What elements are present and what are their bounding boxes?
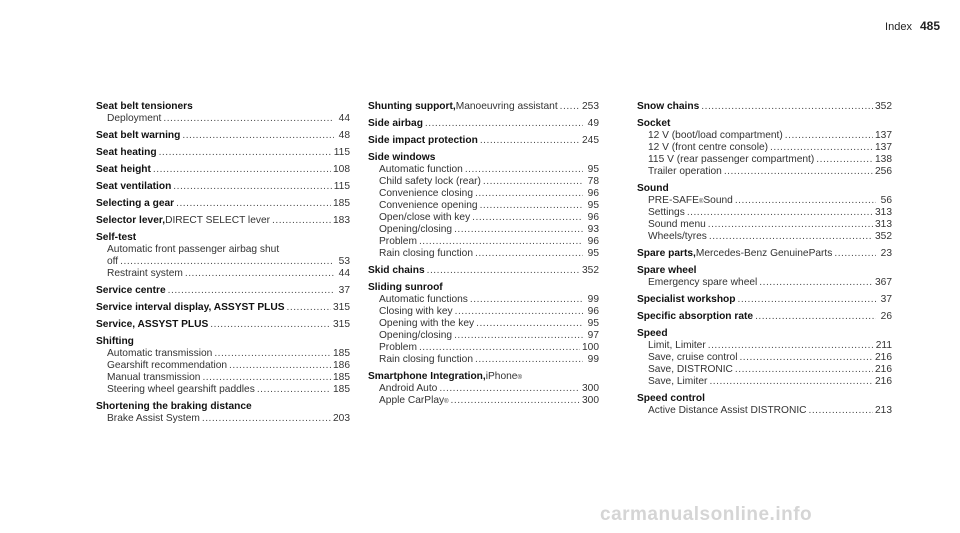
dot-leader <box>439 383 580 395</box>
subentry-row <box>368 164 599 176</box>
entry-heading-row <box>96 302 350 314</box>
dot-leader <box>454 224 583 236</box>
subentry-text: Sound menu <box>648 219 706 230</box>
entry-heading: Specialist workshop <box>637 294 736 305</box>
entry-heading: Selecting a gear <box>96 198 175 209</box>
page-link[interactable]: 96 <box>587 236 599 247</box>
subentry-row <box>637 142 892 154</box>
dot-leader <box>419 342 580 354</box>
dot-leader <box>210 319 331 331</box>
subentry-text: 115 V (rear passenger compartment) <box>648 154 815 165</box>
dot-leader <box>176 198 331 210</box>
page-link[interactable]: 96 <box>587 212 599 223</box>
entry-heading-detail: Manoeuvring assistant <box>455 101 558 112</box>
entry-heading: Specific absorption rate <box>637 311 754 322</box>
page-link[interactable]: 78 <box>587 176 599 187</box>
page-link[interactable]: 300 <box>582 383 599 394</box>
page-link[interactable]: 48 <box>338 130 350 141</box>
page-link[interactable]: 256 <box>875 166 892 177</box>
subentry-text: Convenience opening <box>379 200 478 211</box>
dot-leader <box>483 176 583 188</box>
dot-leader <box>272 215 331 227</box>
page-link[interactable]: 44 <box>338 113 350 124</box>
subentry-text: Emergency spare wheel <box>648 277 758 288</box>
subentry-text: Opening with the key <box>379 318 475 329</box>
page-link[interactable]: 115 <box>333 181 350 192</box>
dot-leader <box>202 413 331 425</box>
entry-heading-row: Smartphone Integration, iPhone ® <box>368 371 522 382</box>
entry-heading-row <box>96 164 350 176</box>
entry-heading: Speed control <box>637 393 705 404</box>
entry-heading: Skid chains <box>368 265 425 276</box>
dot-leader <box>724 166 873 178</box>
index-entry <box>368 371 599 407</box>
page-link[interactable]: 95 <box>587 318 599 329</box>
page-link[interactable]: 315 <box>333 319 350 330</box>
page-link[interactable]: 100 <box>582 342 599 353</box>
entry-heading: Service interval display, ASSYST PLUS <box>96 302 285 313</box>
index-entry <box>637 248 892 260</box>
entry-heading-row <box>368 265 599 277</box>
subentry-row <box>368 212 599 224</box>
dot-leader <box>475 188 583 200</box>
index-entry <box>96 101 350 125</box>
entry-heading-row <box>637 294 892 306</box>
page-link[interactable]: 23 <box>880 248 892 259</box>
subentry-row <box>637 405 892 417</box>
dot-leader <box>120 256 334 268</box>
dot-leader <box>475 248 583 260</box>
entry-heading: Service centre <box>96 285 166 296</box>
subentry-text: Save, cruise control <box>648 352 738 363</box>
subentry-text: Trailer operation <box>648 166 722 177</box>
page-link[interactable]: 352 <box>582 265 599 276</box>
dot-leader <box>480 135 580 147</box>
dot-leader <box>701 101 873 113</box>
subentry-row <box>637 340 892 352</box>
index-entry <box>368 282 599 366</box>
page-link[interactable]: 56 <box>880 195 892 206</box>
subentry-row <box>368 330 599 342</box>
subentry-text: Manual transmission <box>107 372 201 383</box>
dot-leader <box>419 236 583 248</box>
subentry-row <box>96 360 350 372</box>
index-column-1 <box>96 101 350 430</box>
dot-leader <box>229 360 331 372</box>
subentry-text: Limit, Limiter <box>648 340 706 351</box>
entry-heading-row <box>96 401 350 413</box>
subentry-text: Apple CarPlay <box>379 395 445 406</box>
page-link[interactable]: 99 <box>587 354 599 365</box>
subentry-row <box>637 219 892 231</box>
index-entry <box>637 311 892 323</box>
subentry-row <box>637 352 892 364</box>
subentry-text: Steering wheel gearshift paddles <box>107 384 255 395</box>
subentry-text: Automatic transmission <box>107 348 213 359</box>
subentry-text: Brake Assist System <box>107 413 200 424</box>
subentry-row <box>96 372 350 384</box>
index-entry <box>96 285 350 297</box>
page-link[interactable]: 216 <box>875 364 892 375</box>
page-number: 485 <box>919 19 940 33</box>
page-link[interactable]: 49 <box>587 118 599 129</box>
entry-heading: Snow chains <box>637 101 700 112</box>
index-entry <box>637 183 892 243</box>
index-entry <box>637 101 892 113</box>
index-label: Index <box>885 21 912 33</box>
entry-heading-row <box>637 183 892 195</box>
page-link[interactable]: 137 <box>875 142 892 153</box>
subentry-row <box>368 188 599 200</box>
entry-heading-row <box>637 248 892 260</box>
page-link[interactable]: 186 <box>333 360 350 371</box>
dot-leader <box>755 311 876 323</box>
dot-leader <box>470 294 583 306</box>
page-link[interactable]: 95 <box>587 248 599 259</box>
subentry-text: 12 V (boot/load compartment) <box>648 130 783 141</box>
page-link[interactable]: 300 <box>582 395 599 406</box>
entry-heading: Sliding sunroof <box>368 282 443 293</box>
dot-leader <box>709 376 873 388</box>
entry-heading: Seat belt warning <box>96 130 181 141</box>
index-entry <box>96 319 350 331</box>
index-entry <box>96 130 350 142</box>
subentry-row <box>368 294 599 306</box>
dot-leader <box>455 306 583 318</box>
page-link[interactable]: 96 <box>587 188 599 199</box>
entry-heading-row <box>368 282 599 294</box>
entry-heading-detail: Mercedes-Benz GenuineParts <box>695 248 833 259</box>
dot-leader <box>451 395 580 407</box>
page-link[interactable]: 203 <box>333 413 350 424</box>
page-link[interactable]: 99 <box>587 294 599 305</box>
page-link[interactable]: 185 <box>333 384 350 395</box>
entry-heading: Seat ventilation <box>96 181 172 192</box>
index-entry <box>637 265 892 289</box>
page-link[interactable]: 313 <box>875 219 892 230</box>
subentry-row <box>637 231 892 243</box>
page-link[interactable]: 37 <box>880 294 892 305</box>
page-link[interactable]: 93 <box>587 224 599 235</box>
entry-heading: Selector lever, <box>96 215 166 226</box>
entry-heading-row <box>637 393 892 405</box>
page-link[interactable]: 115 <box>333 147 350 158</box>
entry-heading-row <box>96 285 350 297</box>
page-link[interactable]: 108 <box>333 164 350 175</box>
page-link[interactable]: 97 <box>587 330 599 341</box>
subentry-row <box>637 364 892 376</box>
page-link[interactable]: 352 <box>875 231 892 242</box>
index-entry <box>96 147 350 159</box>
index-entry <box>637 393 892 417</box>
entry-heading: Side windows <box>368 152 436 163</box>
subentry-row <box>96 384 350 396</box>
subentry-text: Settings <box>648 207 685 218</box>
dot-leader <box>739 352 873 364</box>
page-link[interactable]: 313 <box>875 207 892 218</box>
page-link[interactable]: 95 <box>587 200 599 211</box>
page-link[interactable]: 138 <box>875 154 892 165</box>
entry-heading: Seat height <box>96 164 151 175</box>
subentry-row <box>368 200 599 212</box>
subentry-row <box>637 166 892 178</box>
index-entry <box>96 164 350 176</box>
subentry-row <box>368 224 599 236</box>
entry-heading-row <box>637 118 892 130</box>
dot-leader <box>735 364 873 376</box>
entry-heading-row <box>96 198 350 210</box>
page-link[interactable]: 213 <box>875 405 892 416</box>
page-link[interactable]: 352 <box>875 101 892 112</box>
entry-heading-row <box>637 265 892 277</box>
subentry-row <box>96 256 350 268</box>
index-entry <box>637 118 892 178</box>
subentry-text: Opening/closing <box>379 224 453 235</box>
subentry-row <box>637 207 892 219</box>
subentry-row: PRE-SAFE ® Sound ..... 56 <box>637 195 892 207</box>
subentry-text: Automatic functions <box>379 294 468 305</box>
page-link[interactable]: 216 <box>875 376 892 387</box>
entry-heading-row <box>637 101 892 113</box>
dot-leader <box>785 130 873 142</box>
dot-leader <box>809 405 873 417</box>
entry-heading-row <box>368 135 599 147</box>
subentry-text: Automatic front passenger airbag shut <box>107 244 280 255</box>
page-link[interactable]: 96 <box>587 306 599 317</box>
entry-heading-detail: iPhone <box>485 371 518 382</box>
subentry-row <box>368 342 599 354</box>
page-header <box>885 19 940 33</box>
entry-heading: Service, ASSYST PLUS <box>96 319 209 330</box>
entry-heading: Shortening the braking distance <box>96 401 252 412</box>
dot-leader <box>738 294 876 306</box>
entry-heading: Shunting support, <box>368 101 456 112</box>
dot-leader <box>480 200 583 212</box>
dot-leader <box>173 181 331 193</box>
entry-heading-row <box>96 215 350 227</box>
entry-heading: Speed <box>637 328 668 339</box>
subentry-text: Opening/closing <box>379 330 453 341</box>
dot-leader <box>465 164 583 176</box>
entry-heading: Spare parts, <box>637 248 696 259</box>
subentry-row <box>368 354 599 366</box>
subentry-text: 12 V (front centre console) <box>648 142 769 153</box>
dot-leader <box>735 195 876 207</box>
subentry-text: Rain closing function <box>379 354 474 365</box>
page-link[interactable]: 315 <box>333 302 350 313</box>
entry-heading-row <box>96 232 350 244</box>
dot-leader <box>214 348 331 360</box>
entry-heading: Seat heating <box>96 147 157 158</box>
entry-heading-row <box>96 319 350 331</box>
page-link[interactable]: 53 <box>338 256 350 267</box>
index-entry <box>368 152 599 260</box>
index-column-3 <box>637 101 892 422</box>
subentry-text: Open/close with key <box>379 212 471 223</box>
subentry-text-suffix: Sound <box>703 195 733 206</box>
subentry-text: Active Distance Assist DISTRONIC <box>648 405 807 416</box>
subentry-text: Closing with key <box>379 306 453 317</box>
index-entry <box>368 135 599 147</box>
index-column-2 <box>368 101 599 412</box>
entry-heading-row <box>368 101 599 113</box>
subentry-row <box>368 248 599 260</box>
subentry-row <box>368 176 599 188</box>
entry-heading-row <box>96 181 350 193</box>
subentry-text: Problem <box>379 342 417 353</box>
page-link[interactable]: 367 <box>875 277 892 288</box>
page-link[interactable]: 211 <box>875 340 892 351</box>
subentry-text-continued: off <box>107 256 119 267</box>
dot-leader <box>816 154 873 166</box>
subentry-row <box>637 154 892 166</box>
entry-heading-row <box>96 101 350 113</box>
page-link[interactable]: 253 <box>582 101 599 112</box>
subentry-text: Save, DISTRONIC <box>648 364 733 375</box>
watermark: carmanualsonline.info <box>600 504 813 525</box>
page-link[interactable]: 26 <box>880 311 892 322</box>
dot-leader <box>472 212 583 224</box>
dot-leader <box>709 231 873 243</box>
index-entry <box>96 336 350 396</box>
page-link[interactable]: 137 <box>875 130 892 141</box>
subentry-text: Deployment <box>107 113 162 124</box>
dot-leader <box>708 340 874 352</box>
index-entry <box>96 215 350 227</box>
entry-heading-detail: DIRECT SELECT lever <box>165 215 271 226</box>
entry-heading: Smartphone Integration, <box>368 371 486 382</box>
page-link[interactable]: 185 <box>333 372 350 383</box>
subentry-row <box>96 348 350 360</box>
subentry-text: Save, Limiter <box>648 376 708 387</box>
subentry-text: Rain closing function <box>379 248 474 259</box>
entry-heading: Sound <box>637 183 669 194</box>
dot-leader <box>708 219 873 231</box>
dot-leader <box>425 118 583 130</box>
dot-leader <box>185 268 334 280</box>
subentry-row <box>637 130 892 142</box>
subentry-text: Restraint system <box>107 268 183 279</box>
dot-leader <box>182 130 334 142</box>
entry-heading: Side airbag <box>368 118 423 129</box>
dot-leader <box>560 101 580 113</box>
index-entry <box>637 328 892 388</box>
entry-heading: Side impact protection <box>368 135 478 146</box>
dot-leader <box>287 302 331 314</box>
subentry-text: Automatic function <box>379 164 463 175</box>
subentry-text: Android Auto <box>379 383 438 394</box>
subentry-row <box>96 268 350 280</box>
dot-leader <box>770 142 873 154</box>
index-entry <box>368 265 599 277</box>
page-link[interactable]: 245 <box>582 135 599 146</box>
entry-heading-row <box>368 152 599 164</box>
entry-heading-row <box>637 328 892 340</box>
subentry-row <box>96 113 350 125</box>
index-entry <box>96 181 350 193</box>
dot-leader <box>427 265 580 277</box>
dot-leader <box>687 207 873 219</box>
subentry-row <box>96 413 350 425</box>
dot-leader <box>159 147 332 159</box>
index-entry <box>637 294 892 306</box>
subentry-text: PRE-SAFE <box>648 195 699 206</box>
page-link[interactable]: 183 <box>333 215 350 226</box>
page-link[interactable]: 37 <box>338 285 350 296</box>
subentry-row <box>637 376 892 388</box>
subentry-text: Child safety lock (rear) <box>379 176 481 187</box>
entry-heading-row <box>368 118 599 130</box>
subentry-row <box>368 318 599 330</box>
entry-heading: Self-test <box>96 232 137 243</box>
dot-leader <box>163 113 334 125</box>
dot-leader <box>153 164 331 176</box>
dot-leader <box>202 372 331 384</box>
entry-heading: Socket <box>637 118 671 129</box>
subentry-text: Wheels/tyres <box>648 231 707 242</box>
dot-leader <box>257 384 331 396</box>
index-entry <box>368 118 599 130</box>
subentry-row <box>368 236 599 248</box>
dot-leader <box>759 277 873 289</box>
page-link[interactable]: 216 <box>875 352 892 363</box>
index-entry <box>96 401 350 425</box>
index-entry <box>368 101 599 113</box>
index-entry <box>96 198 350 210</box>
page-link[interactable]: 95 <box>587 164 599 175</box>
entry-heading-row <box>96 130 350 142</box>
page-link[interactable]: 44 <box>338 268 350 279</box>
subentry-row: Apple CarPlay ® ..... 300 <box>368 395 599 407</box>
entry-heading: Shifting <box>96 336 134 347</box>
page-link[interactable]: 185 <box>333 198 350 209</box>
dot-leader <box>476 318 583 330</box>
entry-heading-row <box>96 147 350 159</box>
dot-leader <box>454 330 583 342</box>
subentry-text: Gearshift recommendation <box>107 360 228 371</box>
entry-heading: Spare wheel <box>637 265 697 276</box>
subentry-text: Problem <box>379 236 417 247</box>
index-entry <box>96 302 350 314</box>
index-entry <box>96 232 350 280</box>
dot-leader <box>834 248 876 260</box>
subentry-row <box>368 306 599 318</box>
dot-leader <box>475 354 583 366</box>
subentry-row <box>368 383 599 395</box>
dot-leader <box>168 285 334 297</box>
page-link[interactable]: 185 <box>333 348 350 359</box>
entry-heading-row <box>96 336 350 348</box>
subentry-text: Convenience closing <box>379 188 474 199</box>
entry-heading: Seat belt tensioners <box>96 101 193 112</box>
entry-heading-row <box>637 311 892 323</box>
subentry-row <box>637 277 892 289</box>
